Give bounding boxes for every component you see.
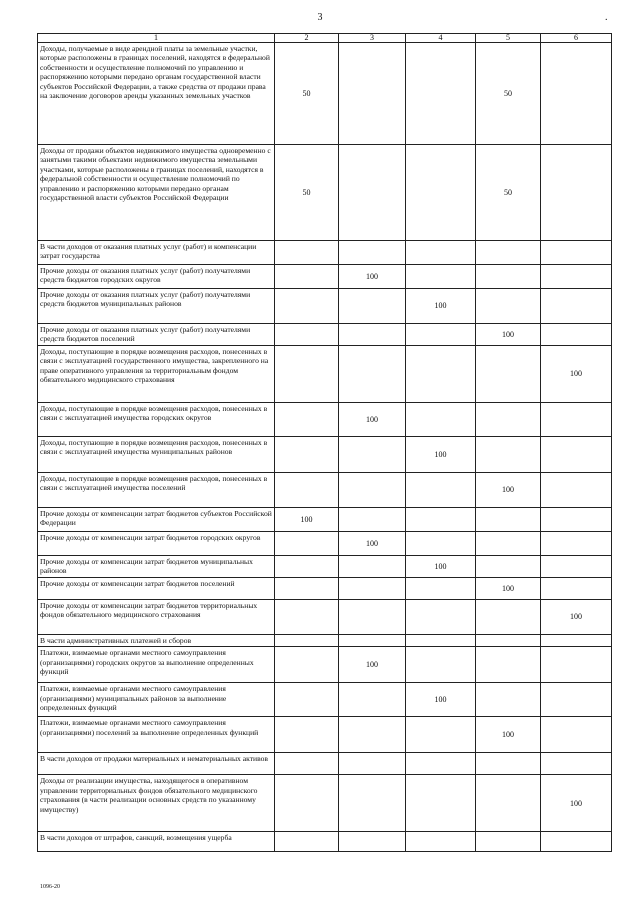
percent-cell-c2	[275, 647, 339, 683]
header-col-5: 5	[476, 34, 541, 43]
percent-cell-c5: 50	[476, 43, 541, 145]
percent-cell-c6	[541, 289, 612, 324]
percent-cell-c4	[406, 43, 476, 145]
table-row	[38, 635, 612, 647]
percent-cell-c5: 100	[476, 324, 541, 346]
percent-cell-c3	[339, 600, 406, 635]
table-row	[38, 324, 612, 346]
percent-cell-c4	[406, 346, 476, 403]
row-label: Прочие доходы от компенсации затрат бюджетов муниципальных районов	[38, 556, 275, 578]
percent-cell-c5	[476, 753, 541, 775]
percent-cell-c4	[406, 578, 476, 600]
row-label: Доходы от реализации имущества, находящегося в оперативном управлении территориальных фондов обязательного медицинского страхования (в части реализации основных средств по указанному имуществу)	[38, 775, 275, 832]
percent-cell-c5	[476, 437, 541, 473]
percent-cell-c4	[406, 145, 476, 241]
percent-cell-c6: 100	[541, 346, 612, 403]
percent-cell-c4	[406, 265, 476, 289]
row-label: Доходы от продажи объектов недвижимого имущества одновременно с занятыми такими объектами недвижимого имущества земельными участками, которые расположены в границах поселений, находятся в федеральной собственности и осуществление полномочий по управлению и распоряжению которыми передано органам государственной власти субъектов Российской Федерации	[38, 145, 275, 241]
percent-cell-c2: 100	[275, 508, 339, 532]
percent-cell-c5	[476, 241, 541, 265]
percent-cell-c4	[406, 600, 476, 635]
table-row	[38, 265, 612, 289]
row-label: Прочие доходы от оказания платных услуг (работ) получателями средств бюджетов городских округов	[38, 265, 275, 289]
percent-cell-c6	[541, 683, 612, 717]
row-label: В части административных платежей и сборов	[38, 635, 275, 647]
percent-cell-c5	[476, 683, 541, 717]
table-row	[38, 145, 612, 241]
percent-cell-c5	[476, 532, 541, 556]
percent-cell-c2	[275, 403, 339, 437]
percent-cell-c3: 100	[339, 532, 406, 556]
percent-cell-c5: 50	[476, 145, 541, 241]
percent-cell-c6: 100	[541, 775, 612, 832]
percent-cell-c4	[406, 832, 476, 852]
percent-cell-c2	[275, 346, 339, 403]
percent-cell-c2	[275, 532, 339, 556]
row-label: В части доходов от оказания платных услуг (работ) и компенсации затрат государства	[38, 241, 275, 265]
table-row	[38, 346, 612, 403]
percent-cell-c5	[476, 635, 541, 647]
percent-cell-c2	[275, 473, 339, 508]
percent-cell-c4: 100	[406, 683, 476, 717]
row-label: Платежи, взимаемые органами местного самоуправления (организациями) муниципальных районов за выполнение определенных функций	[38, 683, 275, 717]
header-col-3: 3	[339, 34, 406, 43]
percent-cell-c5	[476, 647, 541, 683]
percent-cell-c4	[406, 508, 476, 532]
table-row	[38, 508, 612, 532]
table-row	[38, 717, 612, 753]
percent-cell-c3	[339, 145, 406, 241]
percent-cell-c3	[339, 578, 406, 600]
percent-cell-c4	[406, 532, 476, 556]
row-label: Платежи, взимаемые органами местного самоуправления (организациями) поселений за выполнение определенных функций	[38, 717, 275, 753]
percent-cell-c3	[339, 324, 406, 346]
percent-cell-c2: 50	[275, 145, 339, 241]
table-row	[38, 578, 612, 600]
percent-cell-c2	[275, 241, 339, 265]
percent-cell-c6	[541, 832, 612, 852]
percent-cell-c5	[476, 832, 541, 852]
percent-cell-c2	[275, 717, 339, 753]
row-label: Прочие доходы от компенсации затрат бюджетов субъектов Российской Федерации	[38, 508, 275, 532]
percent-cell-c6	[541, 647, 612, 683]
percent-cell-c2	[275, 324, 339, 346]
row-label: Платежи, взимаемые органами местного самоуправления (организациями) городских округов за выполнение определенных функций	[38, 647, 275, 683]
percent-cell-c5	[476, 556, 541, 578]
table-row	[38, 775, 612, 832]
percent-cell-c2	[275, 753, 339, 775]
percent-cell-c3	[339, 346, 406, 403]
header-col-2: 2	[275, 34, 339, 43]
percent-cell-c5: 100	[476, 717, 541, 753]
percent-cell-c3	[339, 43, 406, 145]
percent-cell-c5: 100	[476, 578, 541, 600]
percent-cell-c6: 100	[541, 600, 612, 635]
percent-cell-c6	[541, 635, 612, 647]
percent-cell-c6	[541, 265, 612, 289]
page-number: 3	[317, 12, 323, 23]
percent-cell-c4	[406, 775, 476, 832]
table-row	[38, 403, 612, 437]
header-row	[38, 34, 612, 43]
row-label: Доходы, поступающие в порядке возмещения расходов, понесенных в связи с эксплуатацией имущества городских округов	[38, 403, 275, 437]
percent-cell-c4	[406, 324, 476, 346]
table-row	[38, 753, 612, 775]
percent-cell-c6	[541, 145, 612, 241]
percent-cell-c3	[339, 832, 406, 852]
percent-cell-c6	[541, 556, 612, 578]
percent-cell-c2	[275, 600, 339, 635]
percent-cell-c3	[339, 289, 406, 324]
table-row	[38, 683, 612, 717]
row-label: Прочие доходы от оказания платных услуг (работ) получателями средств бюджетов поселений	[38, 324, 275, 346]
percent-cell-c6	[541, 578, 612, 600]
percent-cell-c5	[476, 600, 541, 635]
table-row	[38, 556, 612, 578]
percent-cell-c3	[339, 556, 406, 578]
row-label: Доходы, поступающие в порядке возмещения расходов, понесенных в связи с эксплуатацией государственного имущества, закрепленного на праве оперативного управления за территориальным фондом обязательного медицинского страхования	[38, 346, 275, 403]
percent-cell-c3	[339, 473, 406, 508]
percent-cell-c4: 100	[406, 556, 476, 578]
percent-cell-c6	[541, 532, 612, 556]
percent-cell-c3	[339, 717, 406, 753]
percent-cell-c4	[406, 635, 476, 647]
percent-cell-c2	[275, 265, 339, 289]
percent-cell-c2	[275, 556, 339, 578]
percent-cell-c4	[406, 403, 476, 437]
percent-cell-c4	[406, 473, 476, 508]
income-distribution-table	[37, 33, 612, 852]
percent-cell-c5	[476, 775, 541, 832]
header-col-1: 1	[38, 34, 275, 43]
percent-cell-c6	[541, 43, 612, 145]
percent-cell-c3	[339, 753, 406, 775]
percent-cell-c6	[541, 753, 612, 775]
header-col-4: 4	[406, 34, 476, 43]
percent-cell-c5	[476, 346, 541, 403]
row-label: Доходы, получаемые в виде арендной платы за земельные участки, которые расположены в границах поселений, находятся в федеральной собственности и осуществление полномочий по управлению и распоряжению которыми передано органам государственной власти субъектов Российской Федерации, а также средства от продажи права на заключение договоров аренды указанных земельных участков	[38, 43, 275, 145]
percent-cell-c3: 100	[339, 403, 406, 437]
percent-cell-c2: 50	[275, 43, 339, 145]
table-row	[38, 241, 612, 265]
percent-cell-c3	[339, 508, 406, 532]
percent-cell-c6	[541, 241, 612, 265]
table-row	[38, 600, 612, 635]
percent-cell-c6	[541, 437, 612, 473]
percent-cell-c5	[476, 508, 541, 532]
percent-cell-c2	[275, 578, 339, 600]
percent-cell-c3	[339, 241, 406, 265]
percent-cell-c4	[406, 717, 476, 753]
table-row	[38, 647, 612, 683]
percent-cell-c3	[339, 635, 406, 647]
percent-cell-c2	[275, 437, 339, 473]
table-row	[38, 473, 612, 508]
row-label: Доходы, поступающие в порядке возмещения расходов, понесенных в связи с эксплуатацией имущества муниципальных районов	[38, 437, 275, 473]
row-label: В части доходов от продажи материальных и нематериальных активов	[38, 753, 275, 775]
percent-cell-c4: 100	[406, 289, 476, 324]
table-row	[38, 437, 612, 473]
percent-cell-c5	[476, 403, 541, 437]
footer-code: 1096-20	[40, 884, 60, 890]
percent-cell-c3	[339, 683, 406, 717]
row-label: Прочие доходы от компенсации затрат бюджетов поселений	[38, 578, 275, 600]
percent-cell-c6	[541, 717, 612, 753]
corner-mark: .	[605, 12, 608, 23]
percent-cell-c3	[339, 775, 406, 832]
percent-cell-c2	[275, 832, 339, 852]
percent-cell-c4	[406, 241, 476, 265]
percent-cell-c4	[406, 647, 476, 683]
table-row	[38, 43, 612, 145]
row-label: Доходы, поступающие в порядке возмещения расходов, понесенных в связи с эксплуатацией имущества поселений	[38, 473, 275, 508]
table-row	[38, 832, 612, 852]
row-label: Прочие доходы от компенсации затрат бюджетов городских округов	[38, 532, 275, 556]
percent-cell-c2	[275, 289, 339, 324]
percent-cell-c3	[339, 437, 406, 473]
percent-cell-c2	[275, 635, 339, 647]
percent-cell-c4	[406, 753, 476, 775]
percent-cell-c6	[541, 403, 612, 437]
percent-cell-c5	[476, 265, 541, 289]
percent-cell-c3: 100	[339, 265, 406, 289]
row-label: В части доходов от штрафов, санкций, возмещения ущерба	[38, 832, 275, 852]
percent-cell-c2	[275, 683, 339, 717]
percent-cell-c6	[541, 508, 612, 532]
row-label: Прочие доходы от компенсации затрат бюджетов территориальных фондов обязательного медицинского страхования	[38, 600, 275, 635]
percent-cell-c4: 100	[406, 437, 476, 473]
row-label: Прочие доходы от оказания платных услуг (работ) получателями средств бюджетов муниципальных районов	[38, 289, 275, 324]
percent-cell-c3: 100	[339, 647, 406, 683]
percent-cell-c5: 100	[476, 473, 541, 508]
percent-cell-c5	[476, 289, 541, 324]
percent-cell-c6	[541, 473, 612, 508]
table-row	[38, 532, 612, 556]
percent-cell-c2	[275, 775, 339, 832]
header-col-6: 6	[541, 34, 612, 43]
table-row	[38, 289, 612, 324]
percent-cell-c6	[541, 324, 612, 346]
